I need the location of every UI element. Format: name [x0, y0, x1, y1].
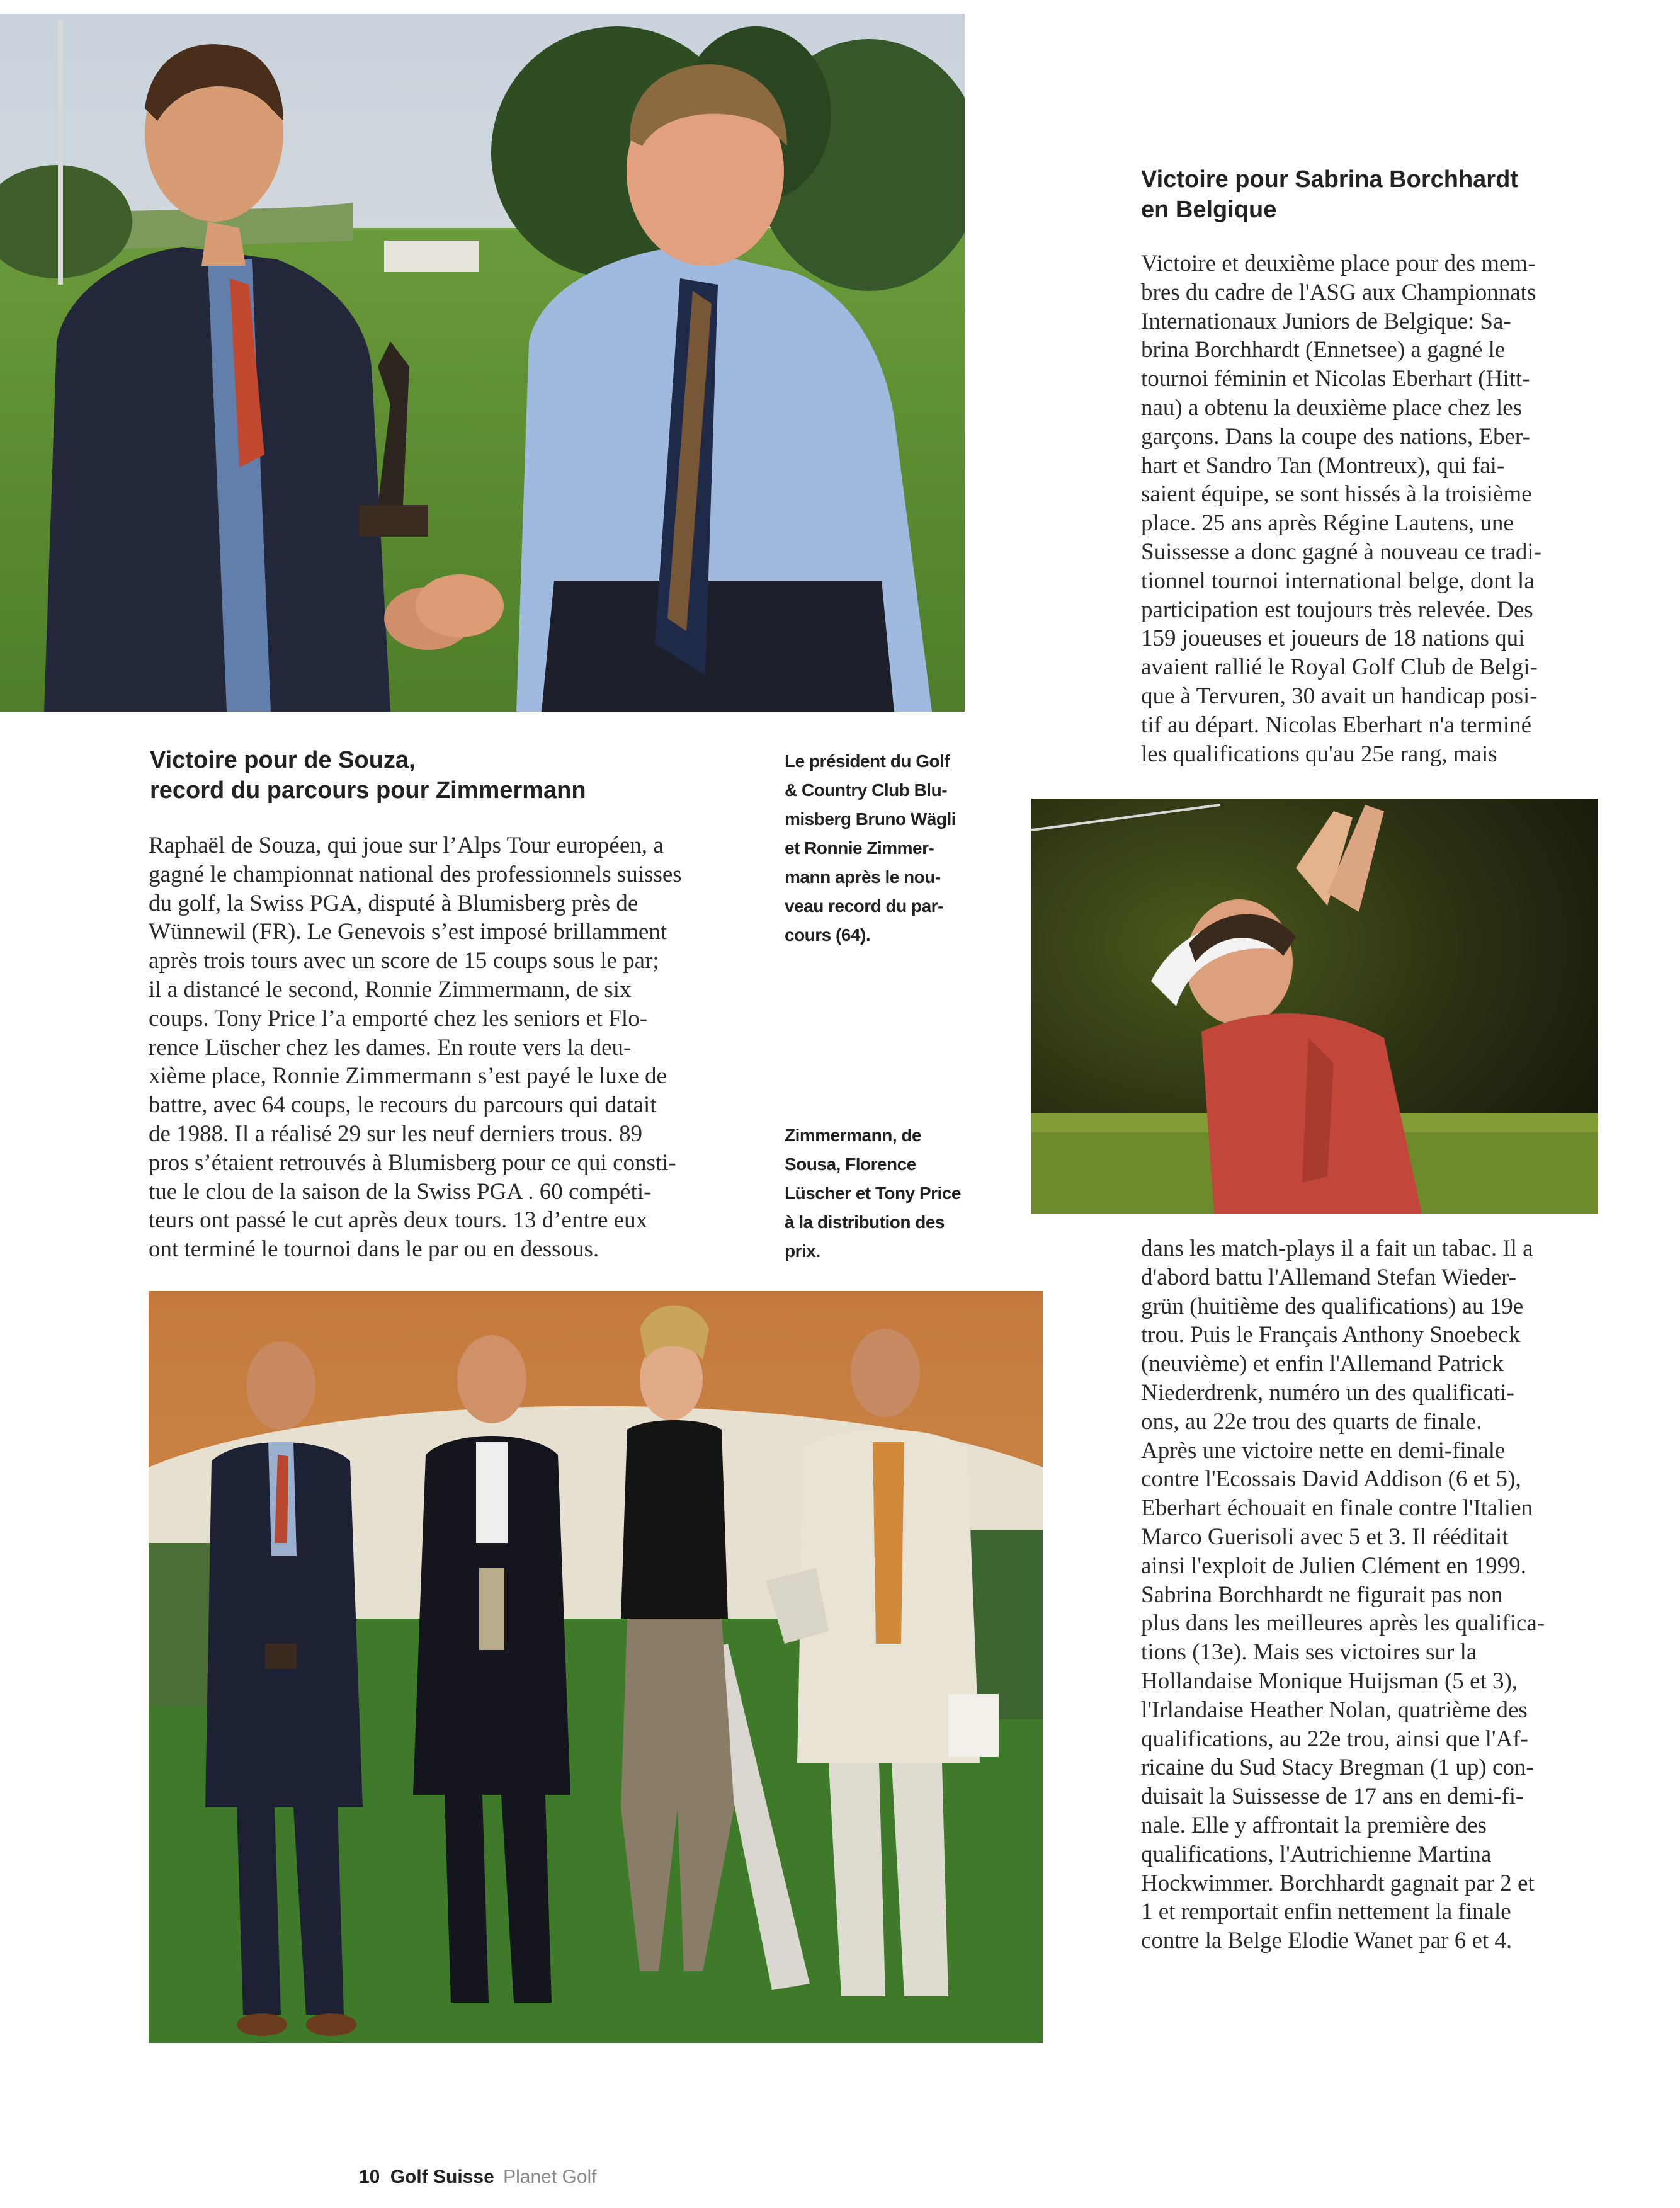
article-borchhardt-body-lower: dans les match-plays il a fait un tabac. Il a d'abord battu l'Allemand Stefan Wieder- grün (huitième des qualifications) au 19e trou. Puis le Français Anthony Snoebeck (neuvième) et enfin l'Allemand Patrick Niederdrenk, numéro un des qualificati- ons, au 22e trou des quarts de finale. Après une victoire nette en demi-finale contre l'Ecossais David Addison (6 et 5), Eberhart échouait en finale contre l'Italien Marco Guerisoli avec 5 et 3. Il rééditait ainsi l'exploit de Julien Clément en 1999. Sabrina Borchhardt ne figurait pas non plus dans les meilleures après les qualifica- tions (13e). Mais ses victoires sur la Hollandaise Monique Huijsman (5 et 3), l'Irlandaise Heather Nolan, quatrième des qualifications, au 22e trou, ainsi que l'Af- ricaine du Sud Stacy Bregman (1 up) con- duisait la Suissesse de 17 ans en demi-fi- nale. Elle y affrontait la première des qualifications, l'Autrichienne Martina Hockwimmer. Borchhardt gagnait par 2 et 1 et remportait enfin nettement la finale contre la Belge Elodie Wanet par 6 et 4.	[1141, 1236, 1545, 1954]
headline-de-souza: Victoire pour de Souza, record du parcours pour Zimmermann	[150, 747, 586, 804]
page-footer	[359, 2166, 597, 2188]
caption-prize-giving: Zimmermann, de Sousa, Florence Lüscher et Tony Price à la distribution des prix.	[785, 1125, 961, 1261]
photo-prize-giving	[149, 1291, 1043, 2043]
page-number: 10	[359, 2166, 380, 2187]
photo-sabrina-borchhardt	[1031, 799, 1598, 1214]
headline-borchhardt: Victoire pour Sabrina Borchhardt en Belgique	[1141, 166, 1518, 223]
photo-handshake	[0, 14, 965, 712]
section-name: Planet Golf	[503, 2166, 597, 2187]
article-borchhardt-body-upper: Victoire et deuxième place pour des mem- bres du cadre de l'ASG aux Championnats Internationaux Juniors de Belgique: Sa- brina Borchhardt (Ennetsee) a gagné le tournoi féminin et Nicolas Eberhart (Hitt- nau) a obtenu la deuxième place chez les garçons. Dans la coupe des nations, Eber- hart et Sandro Tan (Montreux), qui fai- saient équipe, se sont hissés à la troisième place. 25 ans après Régine Lautens, une Suissesse a donc gagné à nouveau ce tradi- tionnel tournoi international belge, dont la participation est toujours très relevée. Des 159 joueuses et joueurs de 18 nations qui avaient rallié le Royal Golf Club de Belgi- que à Tervuren, 30 avait un handicap posi- tif au départ. Nicolas Eberhart n'a terminé les qualifications qu'au 25e rang, mais	[1141, 251, 1541, 767]
magazine-name: Golf Suisse	[390, 2166, 494, 2187]
caption-handshake: Le président du Golf & Country Club Blu- misberg Bruno Wägli et Ronnie Zimmer- mann après le nou- veau record du par- cours (64).	[785, 751, 956, 945]
article-de-souza-body: Raphaël de Souza, qui joue sur l’Alps Tour européen, a gagné le championnat national des professionnels suisses du golf, la Swiss PGA, disputé à Blumisberg près de Wünnewil (FR). Le Genevois s’est imposé brillamment après trois tours avec un score de 15 coups sous le par; il a distancé le second, Ronnie Zimmermann, de six coups. Tony Price l’a emporté chez les seniors et Flo- rence Lüscher chez les dames. En route vers la deu- xième place, Ronnie Zimmermann s’est payé le luxe de battre, avec 64 coups, le recours du parcours qui datait de 1988. Il a réalisé 29 sur les neuf derniers trous. 89 pros s’étaient retrouvés à Blumisberg pour ce qui consti- tue le clou de la saison de la Swiss PGA . 60 compéti- teurs ont passé le cut après deux tours. 13 d’entre eux ont terminé le tournoi dans le par ou en dessous.	[149, 833, 682, 1263]
